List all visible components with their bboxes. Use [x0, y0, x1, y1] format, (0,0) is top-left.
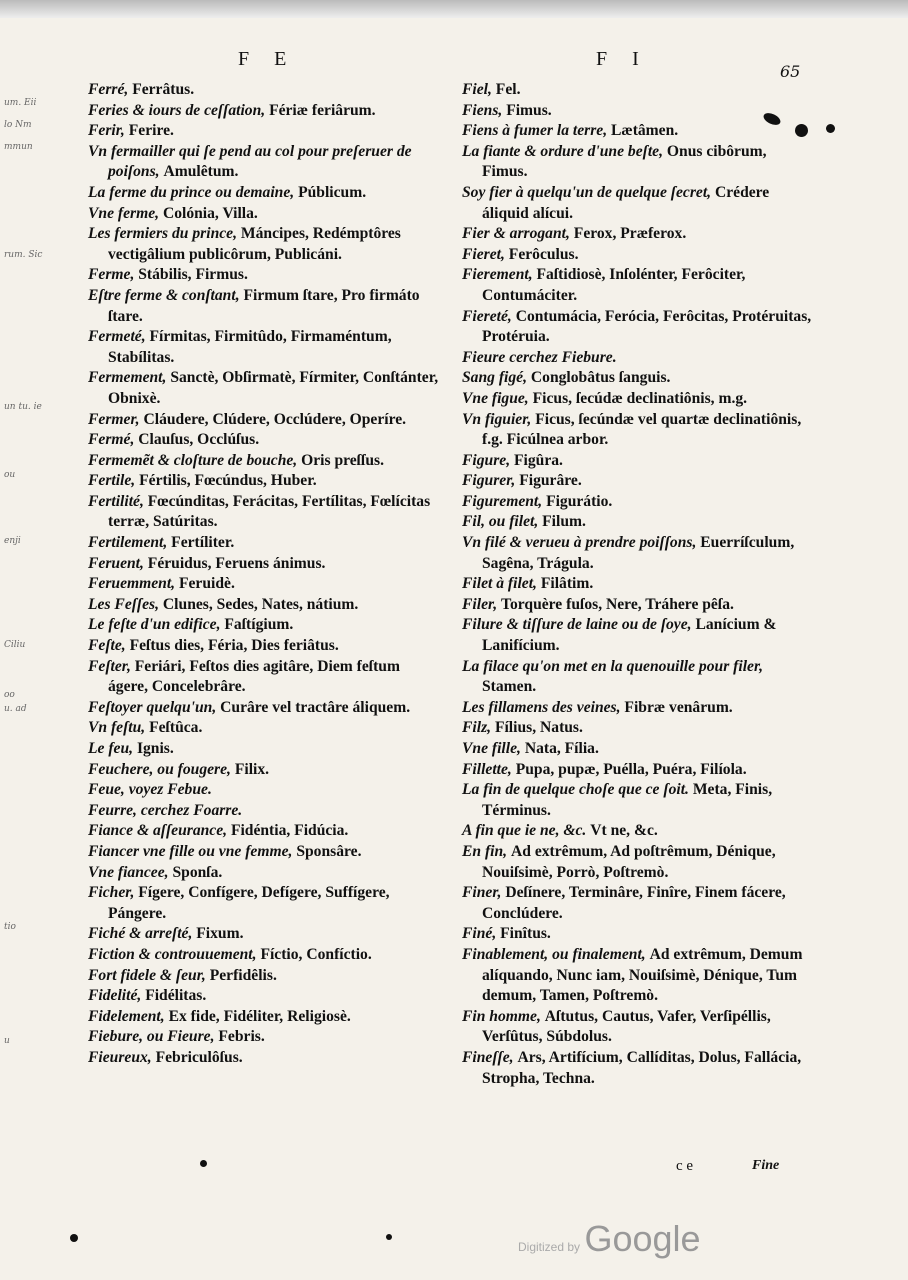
latin-equivalent: Figûra.: [514, 451, 563, 469]
french-headword: Feruemment,: [88, 575, 176, 593]
dictionary-entry: [462, 760, 812, 781]
dictionary-entry: [88, 801, 440, 822]
french-headword: La fiante & ordure d'une beſte,: [462, 142, 663, 160]
latin-equivalent: Finîtus.: [500, 925, 551, 943]
dictionary-entry: [462, 368, 812, 389]
margin-note: ou: [4, 470, 16, 480]
dictionary-entry: [88, 739, 440, 760]
latin-equivalent: Fibræ venârum.: [624, 698, 733, 716]
latin-equivalent: Fírmitas, Firmitûdo, Firmaméntum, Stabílitas.: [108, 328, 392, 366]
dictionary-entry: [462, 698, 812, 719]
french-headword: Finablement, ou finalement,: [462, 945, 646, 963]
latin-equivalent: Ad extrêmum, Demum alíquando, Nunc iam, Nouiſsimè, Dénique, Tum demum, Tamen, Poſtremò.: [482, 945, 803, 1005]
dictionary-entry: [88, 718, 440, 739]
french-headword: Feruent,: [88, 554, 144, 572]
dictionary-entry: [88, 821, 440, 842]
french-headword: La fin de quelque choſe que ce ſoit.: [462, 781, 689, 799]
ink-blot: [795, 124, 808, 137]
dictionary-entry: [88, 492, 440, 533]
french-headword: Fermé,: [88, 431, 135, 449]
latin-equivalent: Aſtutus, Cautus, Vafer, Verſipéllis, Verſûtus, Súbdolus.: [482, 1007, 771, 1046]
latin-equivalent: Onus cibôrum, Fimus.: [482, 142, 767, 181]
dictionary-entry: [88, 224, 440, 265]
latin-equivalent: Féruidus, Feruens ánimus.: [147, 554, 326, 572]
french-headword: Eſtre ferme & conſtant,: [88, 286, 240, 304]
dictionary-entry: [462, 492, 812, 513]
latin-equivalent: Stábilis, Firmus.: [138, 266, 248, 284]
margin-note: lo Nm: [4, 120, 32, 130]
dictionary-entry: [462, 265, 812, 306]
latin-equivalent: Fixum.: [196, 925, 244, 943]
dictionary-entry: [88, 883, 440, 924]
dictionary-entry: [462, 224, 812, 245]
french-headword: Vn fermailler qui ſe pend au col pour preſeruer de poiſons,: [88, 142, 412, 181]
dictionary-entry: [88, 183, 440, 204]
french-headword: Fertilité,: [88, 492, 144, 510]
right-column-header: F I: [596, 48, 649, 70]
latin-equivalent: Sponsâre.: [296, 842, 362, 860]
latin-equivalent: Meta, Finis, Términus.: [482, 781, 773, 819]
dictionary-entry: [88, 430, 440, 451]
latin-equivalent: Lætâmen.: [611, 122, 679, 140]
margin-note: enji: [4, 536, 21, 546]
catchword: Fine: [752, 1158, 780, 1173]
french-headword: Le feſte d'un edifice,: [88, 616, 221, 634]
french-headword: Sang figé,: [462, 369, 527, 387]
french-headword: Filure & tiſſure de laine ou de ſoye,: [462, 616, 692, 634]
french-headword: Feries & iours de ceſſation,: [88, 101, 266, 119]
latin-equivalent: Ferox, Præferox.: [573, 225, 687, 243]
french-headword: Les fillamens des veines,: [462, 698, 621, 716]
french-headword: Les fermiers du prince,: [88, 225, 237, 243]
dictionary-entry: [462, 121, 812, 142]
french-headword: Fiereté,: [462, 307, 512, 325]
latin-equivalent: Fígere, Confígere, Defígere, Suffígere, Pángere.: [108, 884, 390, 922]
margin-note: un tu. ie: [4, 402, 42, 412]
dictionary-entry: [462, 142, 812, 183]
latin-equivalent: Ignis.: [136, 740, 174, 757]
latin-equivalent: Pupa, pupæ, Puélla, Puéra, Filíola.: [515, 760, 747, 778]
french-headword: Vne fiancee,: [88, 863, 169, 881]
french-headword: Feſtoyer quelqu'un,: [88, 698, 217, 716]
dictionary-entry: [462, 842, 812, 883]
latin-equivalent: Fíctio, Confíctio.: [260, 945, 372, 963]
french-headword: Feſte,: [88, 637, 126, 655]
latin-equivalent: Feruidè.: [178, 575, 235, 593]
margin-note: oo: [4, 690, 15, 700]
latin-equivalent: Feſtûca.: [149, 719, 203, 737]
latin-equivalent: Públicum.: [298, 183, 367, 201]
latin-equivalent: Ad extrêmum, Ad poſtrêmum, Dénique, Nouiſsimè, Porrò, Poſtremò.: [482, 842, 776, 881]
latin-equivalent: Sponſa.: [172, 863, 223, 881]
french-headword: Fil, ou filet,: [462, 513, 539, 531]
dictionary-entry: [462, 739, 812, 760]
dictionary-entry: [88, 966, 440, 987]
french-headword: Fiebure, ou Fieure,: [88, 1028, 215, 1046]
french-headword: Fiction & controuuement,: [88, 945, 257, 963]
latin-equivalent: Colónia, Villa.: [162, 204, 258, 222]
french-headword: Feue, voyez Febue.: [88, 781, 212, 799]
latin-equivalent: Fimus.: [506, 101, 552, 119]
latin-equivalent: Nata, Fília.: [524, 740, 599, 757]
dictionary-entry: [462, 410, 812, 451]
dictionary-entry: [88, 924, 440, 945]
left-column-header: F E: [238, 48, 297, 70]
dictionary-entry: [88, 698, 440, 719]
latin-equivalent: Contumácia, Ferócia, Ferôcitas, Protéruitas, Protéruia.: [482, 307, 812, 346]
dictionary-entry: [462, 924, 812, 945]
french-headword: Fierement,: [462, 266, 533, 284]
french-headword: Filer,: [462, 595, 498, 613]
latin-equivalent: Faſtidiosè, Inſolénter, Ferôciter, Contumáciter.: [482, 266, 746, 304]
latin-equivalent: Oris preſſus.: [301, 451, 384, 469]
latin-equivalent: Clauſus, Occlúſus.: [138, 431, 260, 449]
latin-equivalent: Fériæ feriârum.: [269, 101, 376, 119]
french-headword: Fiens à fumer la terre,: [462, 122, 608, 140]
dictionary-entry: [88, 204, 440, 225]
dictionary-entry: [88, 574, 440, 595]
margin-note: um. Eii: [4, 98, 37, 108]
dictionary-entry: [88, 986, 440, 1007]
margin-note: u. ad: [4, 704, 27, 714]
french-headword: Fiance & aſſeurance,: [88, 822, 228, 840]
french-headword: Fieureux,: [88, 1048, 152, 1066]
french-headword: Fieret,: [462, 245, 505, 263]
french-headword: Fermer,: [88, 410, 140, 428]
dictionary-entry: [88, 142, 440, 183]
latin-equivalent: Lanícium & Lanifícium.: [482, 616, 777, 655]
digitized-watermark: [518, 1218, 701, 1260]
dictionary-entry: [462, 718, 812, 739]
french-headword: La ferme du prince ou demaine,: [88, 183, 295, 201]
google-logo: Google: [584, 1218, 701, 1259]
latin-equivalent: Faſtígium.: [224, 616, 294, 634]
french-headword: Fiché & arreſté,: [88, 925, 193, 943]
french-headword: Les Feſſes,: [88, 595, 160, 613]
ink-blot: [70, 1234, 78, 1242]
dictionary-entry: [462, 821, 812, 842]
latin-equivalent: Fértilis, Fœcúndus, Huber.: [139, 472, 317, 490]
french-headword: Fermemẽt & cloſture de bouche,: [88, 451, 298, 469]
latin-equivalent: Ars, Artifícium, Callíditas, Dolus, Fallácia, Stropha, Techna.: [482, 1048, 802, 1087]
latin-equivalent: Filix.: [234, 760, 270, 778]
dictionary-entry: [88, 615, 440, 636]
latin-equivalent: Cláudere, Clúdere, Occlúdere, Operíre.: [143, 410, 407, 428]
latin-equivalent: Ex fide, Fidéliter, Religiosè.: [168, 1007, 351, 1025]
latin-equivalent: Amulêtum.: [163, 163, 239, 181]
french-headword: Fiel,: [462, 81, 492, 98]
ink-blot: [386, 1234, 392, 1240]
latin-equivalent: Febris.: [218, 1028, 265, 1046]
dictionary-entry: [88, 554, 440, 575]
latin-equivalent: Filum.: [542, 513, 586, 531]
dictionary-entry: [88, 368, 440, 409]
french-headword: Feuchere, ou fougere,: [88, 760, 231, 778]
french-headword: Fermeté,: [88, 328, 146, 346]
dictionary-entry: [88, 265, 440, 286]
dictionary-entry: [462, 471, 812, 492]
margin-note: rum. Sic: [4, 250, 43, 260]
french-headword: Vne figue,: [462, 389, 529, 407]
latin-equivalent: Crédere áliquid alícui.: [482, 183, 770, 222]
french-headword: Fertilement,: [88, 534, 168, 552]
dictionary-entry: [88, 410, 440, 431]
latin-equivalent: Conglobâtus ſanguis.: [530, 369, 671, 387]
scan-edge: [0, 0, 908, 18]
dictionary-entry: [88, 80, 440, 101]
dictionary-entry: [462, 307, 812, 348]
dictionary-entry: [88, 471, 440, 492]
dictionary-entry: [88, 327, 440, 368]
latin-equivalent: Ficus, ſecúdæ declinatiônis, m.g.: [532, 389, 748, 407]
french-headword: Vne fille,: [462, 740, 521, 757]
dictionary-entry: [88, 780, 440, 801]
watermark-prefix: Digitized by: [518, 1240, 581, 1254]
french-headword: Feurre, cerchez Foarre.: [88, 801, 243, 819]
latin-equivalent: Filâtim.: [540, 575, 594, 593]
french-headword: Fermement,: [88, 369, 167, 387]
latin-equivalent: Ferrâtus.: [132, 81, 195, 98]
latin-equivalent: Curâre vel tractâre áliquem.: [220, 698, 411, 716]
dictionary-entry: [88, 945, 440, 966]
latin-equivalent: Feſtus dies, Féria, Dies feriâtus.: [129, 637, 339, 655]
french-headword: Feſter,: [88, 657, 131, 675]
dictionary-entry: [88, 533, 440, 554]
dictionary-entry: [462, 883, 812, 924]
french-headword: Fieure cerchez Fiebure.: [462, 348, 617, 366]
latin-equivalent: Euerríſculum, Sagêna, Trágula.: [482, 534, 795, 572]
latin-equivalent: Deſínere, Terminâre, Finîre, Finem fácere, Conclúdere.: [482, 884, 786, 922]
french-headword: Fillette,: [462, 760, 512, 778]
french-headword: Finer,: [462, 884, 502, 902]
french-headword: Ferme,: [88, 266, 135, 284]
dictionary-entry: [88, 657, 440, 698]
french-headword: Ferré,: [88, 81, 129, 98]
latin-equivalent: Figurâre.: [519, 472, 582, 490]
dictionary-entry: [462, 389, 812, 410]
latin-equivalent: Figurátio.: [546, 492, 613, 510]
dictionary-entry: [462, 533, 812, 574]
latin-equivalent: Ficus, ſecúndæ vel quartæ declinatiônis, f.g. Ficúlnea arbor.: [482, 410, 802, 449]
dictionary-entry: [462, 574, 812, 595]
french-headword: Soy fier à quelqu'un de quelque ſecret,: [462, 183, 712, 201]
dictionary-entry: [462, 101, 812, 122]
page-number: 65: [780, 62, 801, 81]
french-headword: Fiens,: [462, 101, 503, 119]
french-headword: Figure,: [462, 451, 511, 469]
dictionary-entry: [462, 945, 812, 1007]
signature-mark: c e: [676, 1158, 694, 1174]
latin-equivalent: Ferôculus.: [508, 245, 579, 263]
french-headword: Vn feſtu,: [88, 719, 146, 737]
french-headword: Finé,: [462, 925, 497, 943]
french-headword: Figurement,: [462, 492, 543, 510]
french-headword: Fier & arrogant,: [462, 225, 570, 243]
margin-note: tio: [4, 922, 16, 932]
french-headword: Filet à filet,: [462, 575, 537, 593]
dictionary-entry: [462, 80, 812, 101]
french-headword: Vne ferme,: [88, 204, 160, 222]
french-headword: Fin homme,: [462, 1007, 541, 1025]
latin-equivalent: Perfidêlis.: [209, 966, 277, 984]
margin-note: mmun: [4, 142, 33, 152]
dictionary-entry: [88, 595, 440, 616]
latin-equivalent: Fidéntia, Fidúcia.: [230, 822, 349, 840]
dictionary-entry: [462, 657, 812, 698]
french-headword: En fin,: [462, 842, 508, 860]
french-headword: A fin que ie ne, &c.: [462, 822, 587, 840]
french-headword: La filace qu'on met en la quenouille pour filer,: [462, 657, 764, 675]
latin-equivalent: Fœcúnditas, Ferácitas, Fertílitas, Fœlícitas terræ, Satúritas.: [108, 492, 431, 531]
latin-equivalent: Firmum ſtare, Pro firmáto ſtare.: [108, 286, 420, 325]
ink-blot: [826, 124, 835, 133]
dictionary-entry: [462, 780, 812, 821]
french-headword: Le feu,: [88, 740, 134, 757]
dictionary-entry: [462, 348, 812, 369]
margin-note: Ciliu: [4, 640, 26, 650]
latin-equivalent: Vt ne, &c.: [590, 822, 658, 840]
french-headword: Fineſſe,: [462, 1048, 514, 1066]
dictionary-entry: [88, 842, 440, 863]
latin-equivalent: Sanctè, Obſirmatè, Fírmiter, Conſtánter, Obnixè.: [108, 369, 439, 407]
dictionary-entry: [462, 512, 812, 533]
dictionary-entry: [88, 451, 440, 472]
latin-equivalent: Ferire.: [128, 122, 174, 140]
dictionary-entry: [88, 121, 440, 142]
french-headword: Fidelité,: [88, 987, 142, 1005]
french-headword: Figurer,: [462, 472, 516, 490]
dictionary-entry: [462, 451, 812, 472]
dictionary-entry: [462, 595, 812, 616]
latin-equivalent: Feriári, Feſtos dies agitâre, Diem feſtum ágere, Concelebrâre.: [108, 657, 400, 696]
french-headword: Fidelement,: [88, 1007, 165, 1025]
latin-equivalent: Fertíliter.: [171, 534, 235, 552]
dictionary-entry: [462, 183, 812, 224]
french-headword: Fort fidele & ſeur,: [88, 966, 206, 984]
french-headword: Vn filé & verueu à prendre poiſſons,: [462, 534, 697, 552]
dictionary-entry: [88, 1007, 440, 1028]
dictionary-entry: [88, 1027, 440, 1048]
french-headword: Ferir,: [88, 122, 125, 140]
dictionary-entry: [88, 760, 440, 781]
dictionary-entry: [462, 1007, 812, 1048]
latin-equivalent: Clunes, Sedes, Nates, nátium.: [162, 595, 359, 613]
dictionary-entry: [462, 1048, 812, 1089]
dictionary-entry: [88, 101, 440, 122]
dictionary-entry: [462, 245, 812, 266]
latin-equivalent: Torquère fuſos, Nere, Tráhere pêſa.: [501, 595, 734, 613]
dictionary-entry: [462, 615, 812, 656]
french-headword: Vn figuier,: [462, 410, 532, 428]
french-headword: Ficher,: [88, 884, 135, 902]
dictionary-entry: [88, 636, 440, 657]
ink-blot: [200, 1160, 207, 1167]
dictionary-entry: [88, 286, 440, 327]
french-headword: Fertile,: [88, 472, 136, 490]
french-headword: Filz,: [462, 719, 492, 737]
dictionary-entry: [88, 1048, 440, 1069]
margin-note: u: [4, 1036, 10, 1046]
left-column: [88, 80, 440, 1069]
latin-equivalent: Fílius, Natus.: [494, 719, 583, 737]
latin-equivalent: Fidélitas.: [145, 987, 207, 1005]
latin-equivalent: Fel.: [495, 81, 521, 98]
french-headword: Fiancer vne fille ou vne femme,: [88, 842, 293, 860]
dictionary-entry: [88, 863, 440, 884]
latin-equivalent: Stamen.: [482, 678, 537, 696]
latin-equivalent: Máncipes, Redémptôres vectigâlium publicôrum, Publicáni.: [108, 225, 401, 263]
latin-equivalent: Febriculôſus.: [155, 1048, 243, 1066]
right-column: [462, 80, 812, 1089]
